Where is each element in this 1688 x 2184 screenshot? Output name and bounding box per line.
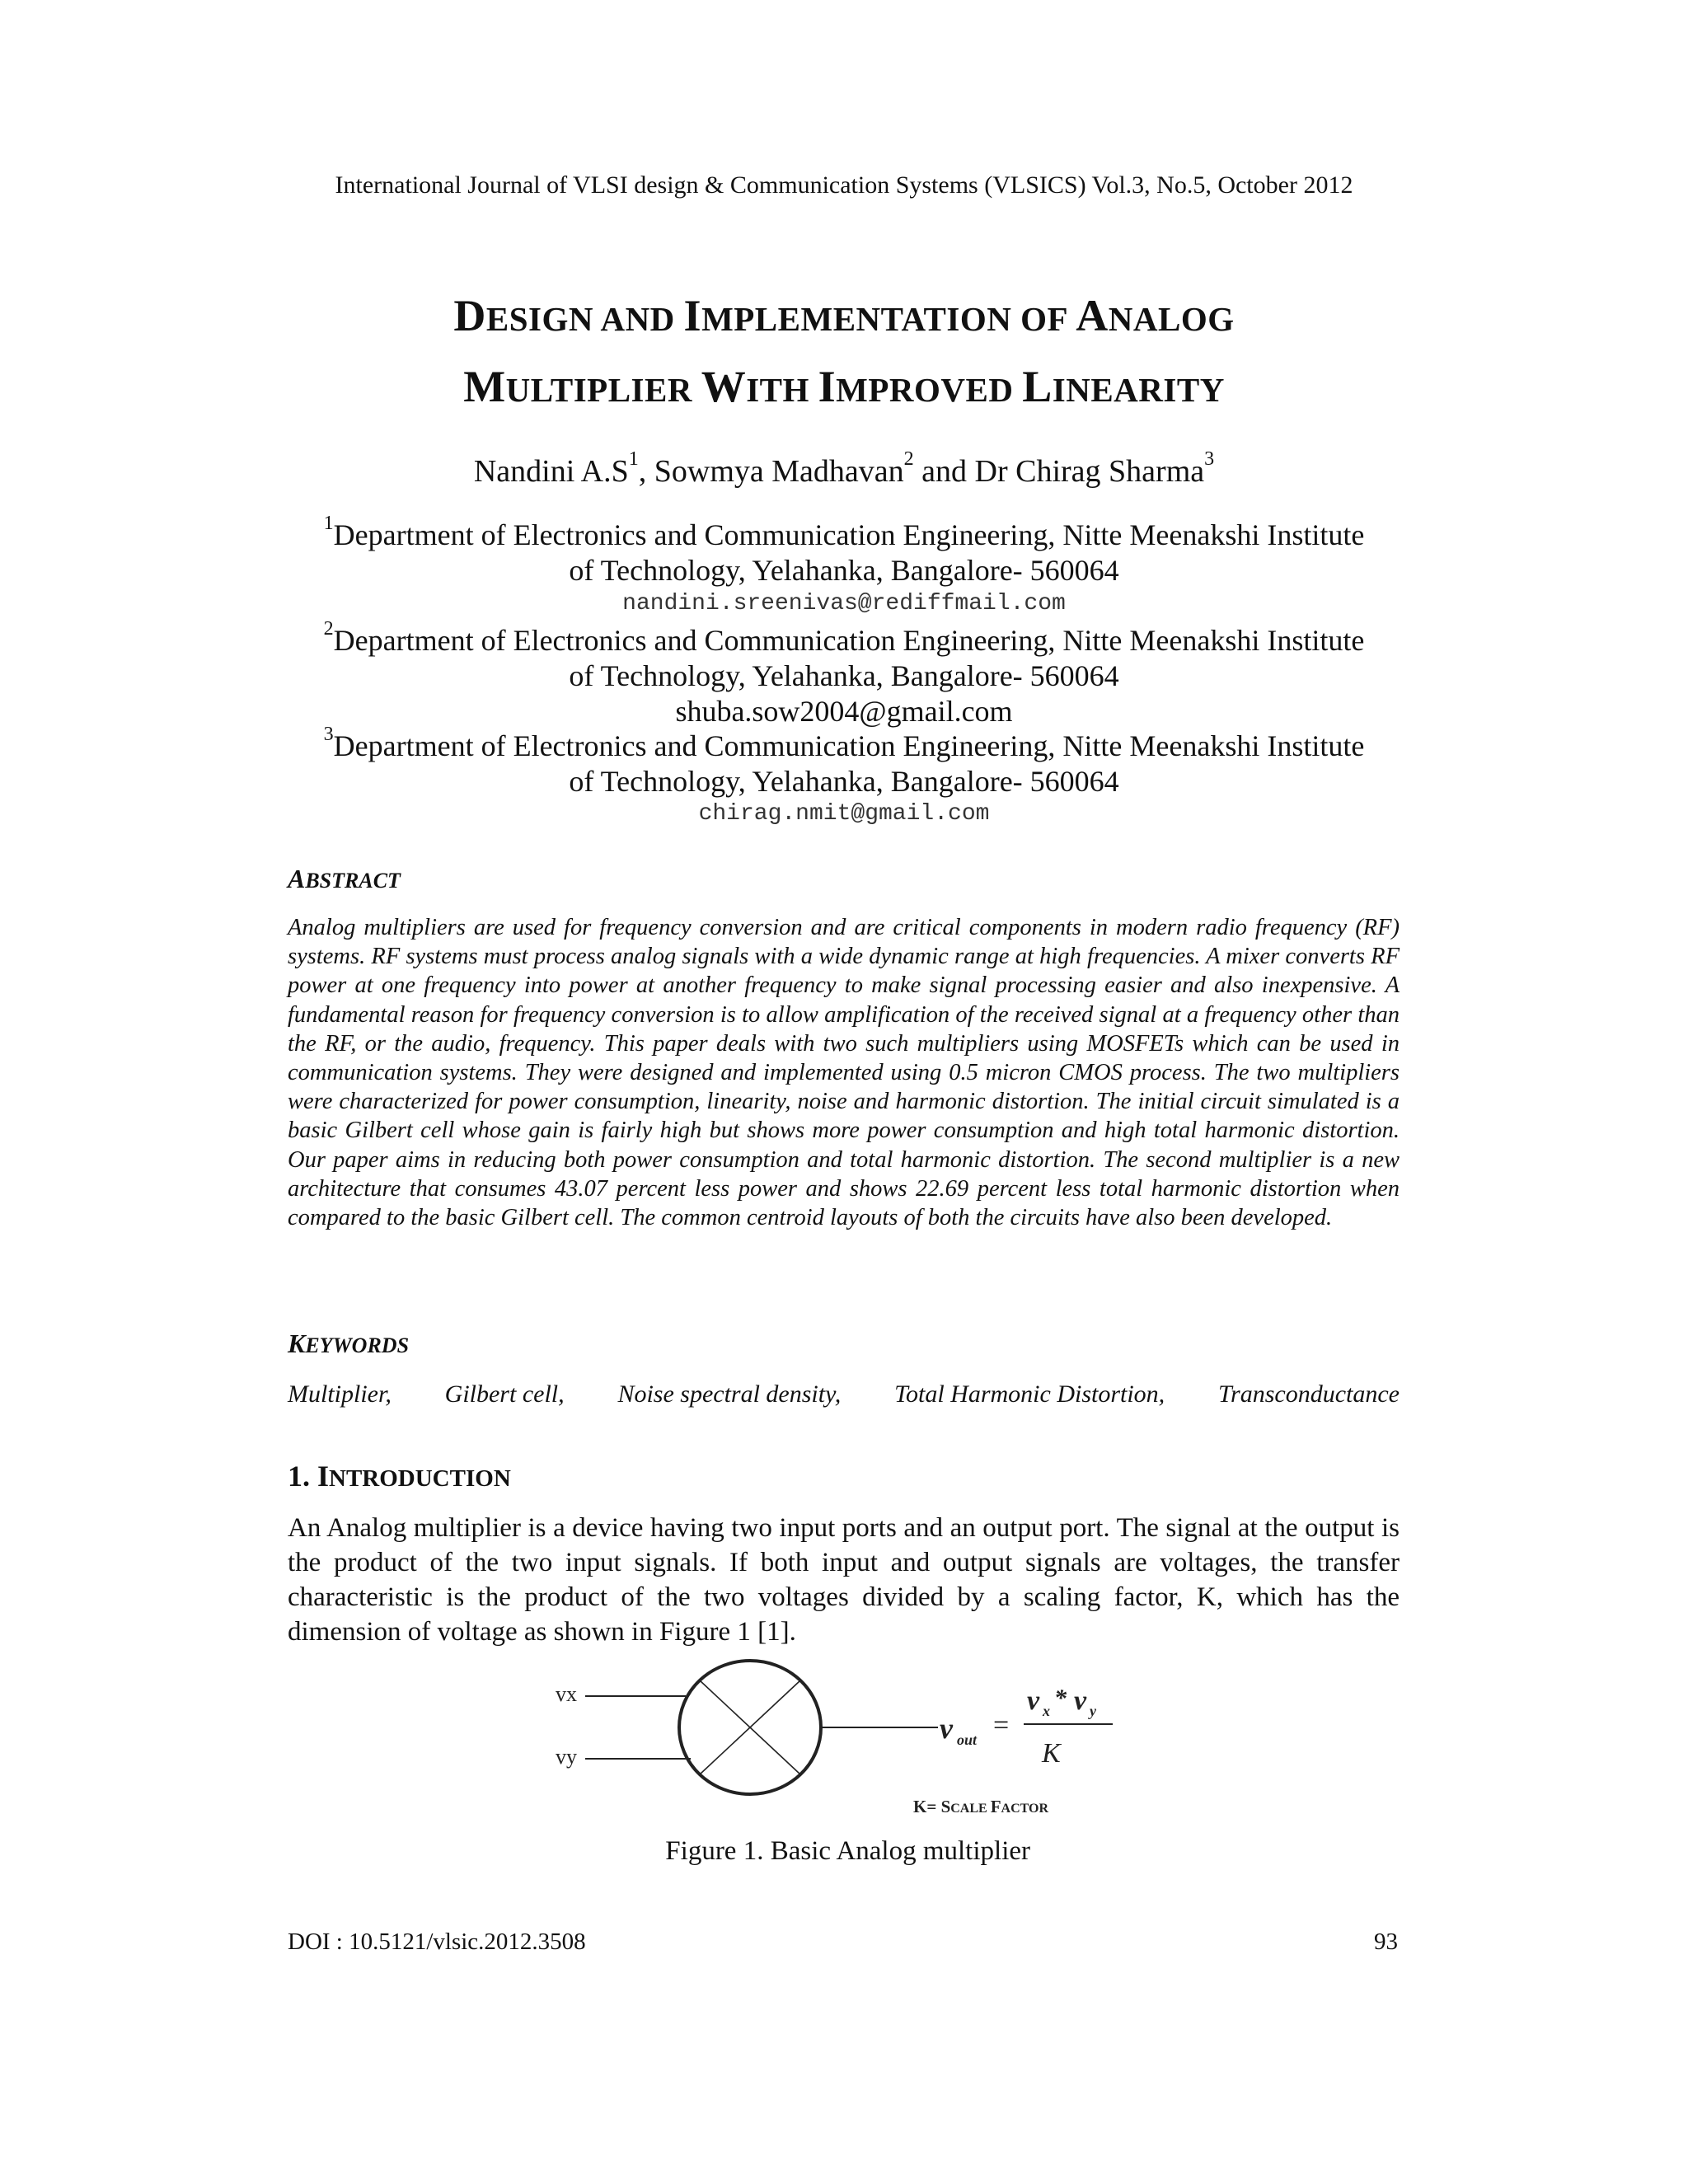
- paper-title: [0, 282, 1688, 424]
- affiliation-3: $^3$Department of Electronics and Communication Engineering, Nitte Meenakshi Institute of Technology, Yelahanka, Bangalore- 560064 chirag.nmit@gmail.com: [0, 729, 1688, 829]
- numerator-vy: v: [1074, 1685, 1087, 1716]
- times-sign: *: [1054, 1685, 1067, 1712]
- equals-sign: =: [993, 1710, 1010, 1741]
- keywords-heading: KEYWORDS: [288, 1329, 410, 1358]
- page-number: 93: [1374, 1929, 1398, 1955]
- scale-factor-note: K= SCALE FACTOR: [913, 1797, 1049, 1816]
- keyword-item: Gilbert cell,: [444, 1380, 565, 1408]
- numerator-vy-sub: y: [1090, 1703, 1096, 1719]
- input-label-vy: vy: [556, 1745, 577, 1769]
- keyword-item: Transconductance: [1218, 1380, 1400, 1408]
- author-email[interactable]: nandini.sreenivas@rediffmail.com: [622, 591, 1066, 616]
- output-subscript: out: [957, 1732, 978, 1748]
- author-name: Dr Chirag Sharma: [974, 454, 1205, 489]
- running-header: International Journal of VLSI design & Communication Systems (VLSICS) Vol.3, No.5, October 2012: [335, 171, 1353, 199]
- section-heading-introduction: 1. INTRODUCTION: [288, 1460, 511, 1493]
- numerator-vx: v: [1027, 1685, 1040, 1716]
- title-line-2: MULTIPLIER WITH IMPROVED LINEARITY: [463, 362, 1225, 411]
- output-symbol: v: [940, 1712, 953, 1745]
- author-name: Sowmya Madhavan: [654, 454, 904, 489]
- numerator-vx-sub: x: [1043, 1703, 1050, 1719]
- denominator-k: K: [1042, 1738, 1061, 1769]
- title-line-1: DESIGN AND IMPLEMENTATION OF ANALOG: [453, 291, 1235, 340]
- introduction-text: An Analog multiplier is a device having two input ports and an output port. The signal at the output is the product of the two input signals. If both input and output signals are voltages, the transfer characteristic is the product of the two voltages divided by a scaling factor, K, which has the dimension of voltage as shown in Figure 1 [1].: [288, 1513, 1400, 1647]
- affiliation-1: $^1$Department of Electronics and Communication Engineering, Nitte Meenakshi Institute of Technology, Yelahanka, Bangalore- 560064 nandini.sreenivas@rediffmail.com: [0, 518, 1688, 620]
- affiliation-2: $^2$Department of Electronics and Communication Engineering, Nitte Meenakshi Institute of Technology, Yelahanka, Bangalore- 560064 shuba.sow2004@gmail.com: [0, 623, 1688, 729]
- input-label-vx: vx: [556, 1682, 577, 1706]
- doi-footer: DOI : 10.5121/vlsic.2012.3508: [288, 1929, 586, 1955]
- keyword-item: Multiplier,: [288, 1380, 392, 1408]
- figure-basic-analog-multiplier: [544, 1657, 1154, 1821]
- keyword-item: Noise spectral density,: [617, 1380, 842, 1408]
- abstract-text: Analog multipliers are used for frequency conversion and are critical components in modern radio frequency (RF) systems. RF systems must process analog signals with a wide dynamic range at high frequencies. A mixer converts RF power at one frequency into power at another frequency to make signal processing easier and also inexpensive. A fundamental reason for frequency conversion is to allow amplification of the received signal at a frequency other than the RF, or the audio, frequency. This paper deals with two such multipliers using MOSFETs which can be used in communication systems. They were designed and implemented using 0.5 micron CMOS process. The two multipliers were characterized for power consumption, linearity, noise and harmonic distortion. The initial circuit simulated is a basic Gilbert cell whose gain is fairly high but shows more power consumption and high total harmonic distortion. Our paper aims in reducing both power consumption and total harmonic distortion. The second multiplier is a new architecture that consumes 43.07 percent less power and shows 22.69 percent less total harmonic distortion when compared to the basic Gilbert cell. The common centroid layouts of both the circuits have also been developed.: [288, 915, 1400, 1231]
- keywords-list: [288, 1380, 1400, 1408]
- author-email[interactable]: chirag.nmit@gmail.com: [698, 801, 990, 827]
- abstract-heading: ABSTRACT: [288, 864, 401, 893]
- keyword-item: Total Harmonic Distortion,: [894, 1380, 1165, 1408]
- author-email[interactable]: shuba.sow2004@gmail.com: [675, 695, 1013, 728]
- figure-caption: Figure 1. Basic Analog multiplier: [665, 1836, 1030, 1866]
- author-list: Nandini $A.S^1$, Sowmya Madhavan$^2$ and Dr Chirag Sharma$^3$: [473, 448, 1215, 489]
- author-name: Nandini A.S: [473, 454, 629, 489]
